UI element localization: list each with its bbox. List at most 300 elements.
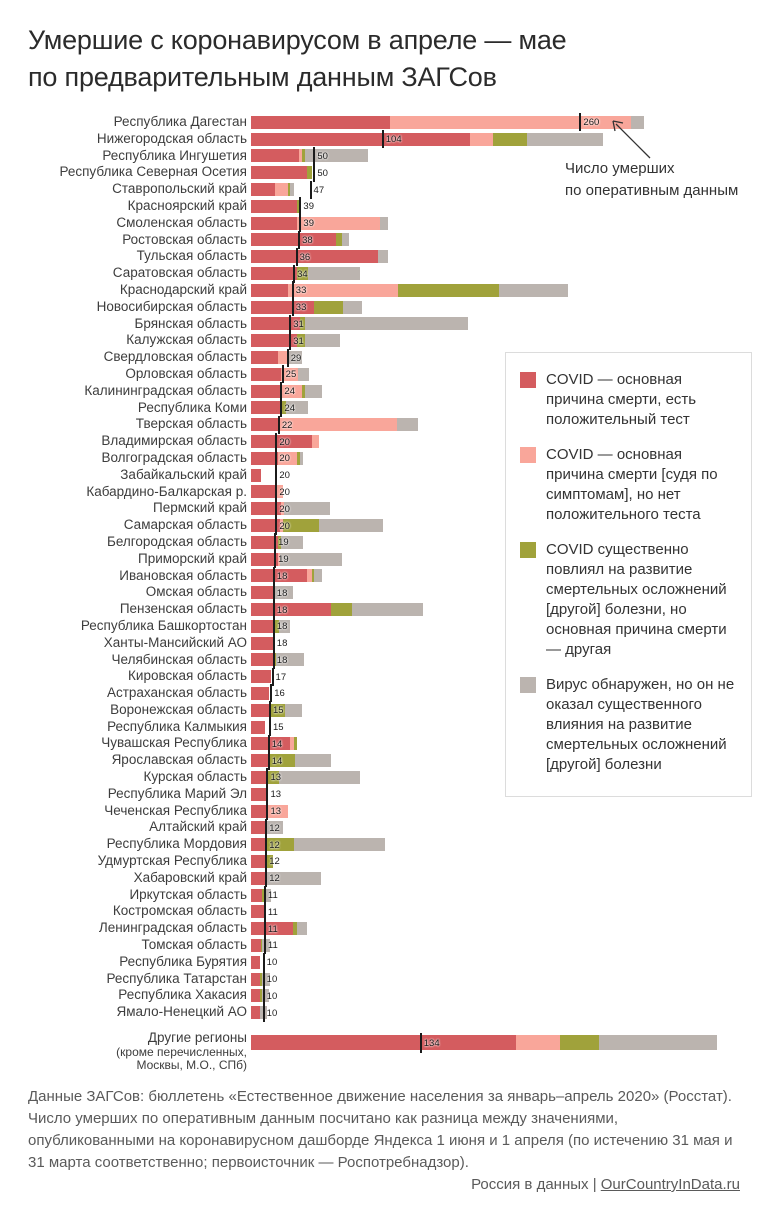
region-label: Республика Марий Эл bbox=[107, 785, 247, 801]
operational-value: 39 bbox=[303, 218, 314, 230]
bar-segment-red bbox=[251, 653, 274, 666]
operational-value: 11 bbox=[267, 940, 278, 952]
bar-segment-red bbox=[251, 771, 267, 784]
operational-tick bbox=[272, 668, 274, 686]
operational-value: 36 bbox=[299, 251, 311, 263]
bar-segment-red bbox=[251, 183, 275, 196]
operational-value: 34 bbox=[297, 268, 308, 280]
bar-segment-olive bbox=[398, 284, 499, 297]
operational-value: 14 bbox=[271, 738, 283, 750]
bar bbox=[251, 334, 768, 347]
operational-value: 18 bbox=[276, 638, 288, 650]
bar bbox=[251, 805, 768, 818]
operational-tick bbox=[268, 752, 270, 770]
bar-segment-gray bbox=[305, 334, 339, 347]
bar-segment-red bbox=[251, 956, 260, 969]
region-label: Республика Хакасия bbox=[118, 987, 247, 1003]
region-label: Тверская область bbox=[135, 416, 247, 432]
region-label: Брянская область bbox=[134, 315, 247, 331]
bar-segment-pink bbox=[275, 183, 288, 196]
bar-segment-red bbox=[251, 603, 331, 616]
operational-tick bbox=[265, 852, 267, 870]
operational-value: 18 bbox=[276, 587, 288, 599]
bar-segment-red bbox=[251, 687, 269, 700]
operational-value: 104 bbox=[385, 134, 402, 146]
operational-tick bbox=[269, 718, 271, 736]
bar-segment-red bbox=[251, 1035, 516, 1050]
operational-value: 13 bbox=[270, 806, 282, 818]
bar-segment-olive bbox=[560, 1035, 599, 1050]
bar-segment-red bbox=[251, 973, 260, 986]
bar-segment-gray bbox=[280, 553, 342, 566]
operational-tick bbox=[280, 382, 282, 400]
operational-tick bbox=[299, 197, 301, 215]
operational-value: 18 bbox=[276, 654, 288, 666]
bar-segment-red bbox=[251, 351, 278, 364]
bar bbox=[251, 838, 768, 851]
credit-link[interactable]: OurCountryInData.ru bbox=[600, 1176, 740, 1193]
bar-segment-red bbox=[251, 469, 261, 482]
chart-row bbox=[0, 316, 768, 333]
bar bbox=[251, 1006, 768, 1019]
operational-value: 12 bbox=[269, 873, 280, 885]
legend-item-gray bbox=[520, 675, 739, 775]
bar-segment-red bbox=[251, 821, 266, 834]
operational-tick bbox=[299, 214, 301, 232]
chart-row bbox=[0, 803, 768, 820]
bar-segment-red bbox=[251, 418, 278, 431]
bar-segment-gray bbox=[308, 267, 360, 280]
bar-segment-gray bbox=[378, 250, 388, 263]
region-label: Тульская область bbox=[136, 248, 247, 264]
chart-row bbox=[0, 853, 768, 870]
bar-segment-olive bbox=[314, 301, 343, 314]
bar-segment-red bbox=[251, 250, 378, 263]
chart-row bbox=[0, 282, 768, 299]
operational-tick bbox=[275, 466, 277, 484]
region-label: Чувашская Республика bbox=[101, 735, 247, 751]
operational-value: 38 bbox=[302, 234, 313, 246]
operational-tick bbox=[275, 517, 277, 535]
region-label: Иркутская область bbox=[129, 886, 247, 902]
bar-segment-red bbox=[251, 939, 261, 952]
operational-tick bbox=[263, 1004, 265, 1022]
bar-segment-olive bbox=[493, 133, 527, 146]
region-label: Краснодарский край bbox=[119, 281, 247, 297]
operational-value: 10 bbox=[266, 990, 278, 1002]
operational-value: 18 bbox=[276, 604, 288, 616]
region-label: Омская область bbox=[145, 584, 247, 600]
region-label: Белгородская область bbox=[106, 533, 247, 549]
region-label: Курская область bbox=[143, 769, 247, 785]
chart-title bbox=[28, 22, 567, 96]
bar bbox=[251, 855, 768, 868]
bar-segment-pink bbox=[470, 133, 493, 146]
bar-segment-gray bbox=[295, 754, 330, 767]
operational-tick bbox=[278, 416, 280, 434]
operational-tick bbox=[265, 819, 267, 837]
bar-segment-gray bbox=[343, 301, 362, 314]
bar-segment-red bbox=[251, 586, 274, 599]
chart-row bbox=[0, 248, 768, 265]
region-label: Удмуртская Республика bbox=[97, 853, 247, 869]
region-label: Ямало-Ненецкий АО bbox=[116, 1004, 247, 1020]
operational-tick bbox=[273, 651, 275, 669]
operational-tick bbox=[266, 785, 268, 803]
operational-value: 20 bbox=[279, 520, 290, 532]
region-label: Челябинская область bbox=[111, 651, 247, 667]
bar-segment-red bbox=[251, 737, 290, 750]
credit-line bbox=[471, 1176, 740, 1193]
operational-value: 31 bbox=[293, 335, 304, 347]
region-label: Ивановская область bbox=[119, 567, 247, 583]
operational-value: 260 bbox=[583, 117, 600, 129]
bar-segment-pink bbox=[312, 435, 320, 448]
bar-segment-gray bbox=[319, 519, 382, 532]
region-label: Воронежская область bbox=[110, 701, 247, 717]
footer-note: Данные ЗАГСов: бюллетень «Естественное движение населения за январь–апрель 2020» (Росстат). Число умерших по оперативным данным посчитано как разница между значениями, опубликованными на коронавирусном дашборде Яндекса 1 июня и 1 апреля (по истечению 31 мая и 31 марта соответственно; первоисточник — Роспотребнадзор). bbox=[28, 1088, 733, 1171]
chart-title-line2: по предварительным данным ЗАГСов bbox=[28, 62, 497, 92]
operational-tick bbox=[275, 483, 277, 501]
bar-segment-red bbox=[251, 116, 390, 129]
region-label: Ленинградская область bbox=[98, 920, 247, 936]
bar-segment-red bbox=[251, 905, 265, 918]
region-label: Республика Дагестан bbox=[113, 114, 247, 129]
operational-tick bbox=[293, 265, 295, 283]
chart-row bbox=[0, 920, 768, 937]
region-label-other: Другие регионы (кроме перечисленных, Москвы, М.О., СПб) bbox=[116, 1030, 247, 1072]
operational-value: 15 bbox=[273, 722, 284, 734]
bar-segment-gray bbox=[305, 385, 321, 398]
bar-segment-red bbox=[251, 704, 269, 717]
chart-row bbox=[0, 332, 768, 349]
legend-item-pink bbox=[520, 445, 739, 525]
operational-tick bbox=[269, 701, 271, 719]
region-label: Республика Коми bbox=[137, 399, 247, 415]
operational-value: 13 bbox=[270, 772, 282, 784]
bar-segment-gray bbox=[285, 704, 301, 717]
operational-tick bbox=[298, 231, 300, 249]
operational-tick bbox=[265, 836, 267, 854]
region-label: Республика Башкортостан bbox=[80, 617, 247, 633]
bar-segment-gray bbox=[599, 1035, 717, 1050]
bar-segment-red bbox=[251, 452, 278, 465]
operational-tick bbox=[292, 298, 294, 316]
bar-segment-red bbox=[251, 838, 266, 851]
bar-segment-gray bbox=[297, 922, 307, 935]
operational-tick bbox=[274, 550, 276, 568]
bar bbox=[251, 956, 768, 969]
bar-segment-gray bbox=[397, 418, 419, 431]
operational-value: 11 bbox=[267, 906, 278, 918]
operational-tick bbox=[313, 164, 315, 182]
bar-segment-red bbox=[251, 670, 271, 683]
bar-segment-olive bbox=[294, 737, 297, 750]
region-label: Приморский край bbox=[137, 550, 247, 566]
chart-row bbox=[0, 836, 768, 853]
bar-segment-red bbox=[251, 233, 336, 246]
bar-segment-gray bbox=[499, 284, 567, 297]
bar-segment-gray bbox=[380, 217, 388, 230]
bar-segment-red bbox=[251, 805, 267, 818]
bar-segment-red bbox=[251, 889, 262, 902]
chart-row bbox=[0, 870, 768, 887]
region-label: Чеченская Республика bbox=[104, 802, 247, 818]
bar-segment-red bbox=[251, 872, 266, 885]
bar-segment-red bbox=[251, 133, 470, 146]
region-label: Новосибирская область bbox=[96, 298, 247, 314]
operational-value: 47 bbox=[313, 184, 325, 196]
region-label: Пермский край bbox=[153, 500, 247, 516]
region-label: Красноярский край bbox=[127, 197, 247, 213]
operational-tick bbox=[263, 970, 265, 988]
operational-value: 10 bbox=[266, 974, 278, 986]
region-label: Республика Калмыкия bbox=[107, 718, 247, 734]
operational-tick bbox=[264, 920, 266, 938]
operational-value: 24 bbox=[284, 402, 295, 414]
bar-segment-red bbox=[251, 637, 275, 650]
chart-row bbox=[0, 887, 768, 904]
chart-row bbox=[0, 987, 768, 1004]
bar bbox=[251, 973, 768, 986]
operational-value: 31 bbox=[293, 318, 304, 330]
chart-row bbox=[0, 819, 768, 836]
region-label: Республика Бурятия bbox=[119, 953, 247, 969]
operational-value: 11 bbox=[267, 890, 278, 902]
bar-segment-red bbox=[251, 1006, 260, 1019]
region-label: Свердловская область bbox=[103, 349, 247, 365]
operational-tick bbox=[382, 130, 384, 148]
operational-value: 24 bbox=[284, 386, 295, 398]
bar-segment-red bbox=[251, 368, 281, 381]
operational-tick bbox=[263, 987, 265, 1005]
operational-tick bbox=[268, 735, 270, 753]
bar-segment-red bbox=[251, 401, 281, 414]
chart-row bbox=[0, 954, 768, 971]
legend-label: COVID — основная причина смерти, есть положительный тест bbox=[546, 371, 697, 428]
bar-segment-gray bbox=[527, 133, 603, 146]
bar-segment-red bbox=[251, 217, 297, 230]
bar-segment-red bbox=[251, 284, 288, 297]
bar bbox=[251, 922, 768, 935]
bar bbox=[251, 233, 768, 246]
bar-segment-red bbox=[251, 166, 307, 179]
bar-segment-red bbox=[251, 485, 275, 498]
chart-row-other bbox=[0, 1030, 768, 1072]
operational-value: 29 bbox=[290, 352, 302, 364]
operational-value: 20 bbox=[279, 486, 290, 498]
chart-row bbox=[0, 265, 768, 282]
bar-segment-red bbox=[251, 721, 265, 734]
bar-segment-pink bbox=[516, 1035, 560, 1050]
operational-tick bbox=[292, 281, 294, 299]
region-label: Самарская область bbox=[123, 517, 247, 533]
operational-value: 33 bbox=[295, 285, 307, 297]
bar bbox=[251, 267, 768, 280]
bar bbox=[251, 317, 768, 330]
legend-label: COVID существенно повлиял на развитие смертельных осложнений [другой] болезни, но основная причина смерти — другая bbox=[546, 541, 727, 658]
region-label: Республика Северная Осетия bbox=[59, 164, 247, 180]
chart-title-line1: Умершие с коронавирусом в апреле — мае bbox=[28, 25, 567, 55]
operational-value: 18 bbox=[276, 570, 288, 582]
chart-row bbox=[0, 971, 768, 988]
credit-prefix: Россия в данных bbox=[471, 1176, 589, 1193]
bar bbox=[251, 821, 768, 834]
operational-tick bbox=[310, 181, 312, 199]
bar bbox=[251, 217, 768, 230]
bar-segment-gray bbox=[279, 771, 360, 784]
bar-segment-red bbox=[251, 200, 297, 213]
region-label: Республика Ингушетия bbox=[102, 147, 247, 163]
legend-label: COVID — основная причина смерти [судя по симптомам], но нет положительного теста bbox=[546, 446, 718, 523]
operational-value: 19 bbox=[278, 537, 289, 549]
operational-tick bbox=[275, 449, 277, 467]
operational-tick bbox=[313, 147, 315, 165]
operational-tick bbox=[282, 365, 284, 383]
operational-value: 22 bbox=[281, 419, 293, 431]
region-label: Калининградская область bbox=[84, 382, 247, 398]
operational-value: 12 bbox=[269, 822, 280, 834]
region-label: Забайкальский край bbox=[120, 466, 247, 482]
bar bbox=[251, 301, 768, 314]
operational-tick bbox=[579, 113, 581, 131]
legend-item-olive bbox=[520, 540, 739, 660]
bar-segment-gray bbox=[298, 368, 309, 381]
operational-value: 12 bbox=[269, 839, 280, 851]
chart-row bbox=[0, 903, 768, 920]
operational-tick bbox=[280, 399, 282, 417]
region-label: Алтайский край bbox=[149, 819, 247, 835]
region-label: Республика Татарстан bbox=[106, 970, 247, 986]
operational-value: 20 bbox=[279, 436, 290, 448]
bar bbox=[251, 133, 768, 146]
region-label: Республика Мордовия bbox=[106, 836, 247, 852]
bar bbox=[251, 284, 768, 297]
bar-segment-olive bbox=[331, 603, 353, 616]
operational-tick bbox=[275, 500, 277, 518]
operational-value: 39 bbox=[303, 201, 314, 213]
bar-segment-red bbox=[251, 989, 260, 1002]
bar bbox=[251, 116, 768, 129]
region-label: Ставропольский край bbox=[112, 181, 247, 197]
bar bbox=[251, 250, 768, 263]
operational-tick bbox=[266, 768, 268, 786]
operational-value: 16 bbox=[274, 688, 285, 700]
region-label: Кабардино-Балкарская р. bbox=[86, 483, 247, 499]
operational-value: 14 bbox=[271, 755, 283, 767]
operational-tick bbox=[296, 248, 298, 266]
legend bbox=[505, 352, 752, 797]
bar-segment-gray bbox=[290, 183, 294, 196]
operational-value: 19 bbox=[278, 554, 289, 566]
region-label: Хабаровский край bbox=[133, 869, 247, 885]
bar-segment-red bbox=[251, 754, 269, 767]
operational-value: 33 bbox=[295, 302, 307, 314]
bar-segment-red bbox=[251, 788, 266, 801]
bar-other bbox=[251, 1035, 768, 1050]
region-label: Калужская область bbox=[126, 332, 247, 348]
operational-tick bbox=[273, 584, 275, 602]
operational-tick bbox=[420, 1033, 422, 1053]
operational-tick bbox=[289, 332, 291, 350]
region-label: Томская область bbox=[141, 937, 247, 953]
bar-segment-gray bbox=[352, 603, 423, 616]
legend-swatch-pink bbox=[520, 447, 536, 463]
bar-segment-gray bbox=[300, 452, 303, 465]
bar bbox=[251, 872, 768, 885]
operational-value: 20 bbox=[279, 503, 290, 515]
operational-tick bbox=[264, 903, 266, 921]
region-label: Смоленская область bbox=[116, 214, 247, 230]
region-label: Волгоградская область bbox=[101, 449, 247, 465]
operational-tick bbox=[265, 869, 267, 887]
region-label: Астраханская область bbox=[106, 685, 247, 701]
bar-segment-gray bbox=[284, 502, 330, 515]
region-label: Ярославская область bbox=[111, 752, 247, 768]
credit-separator: | bbox=[592, 1176, 597, 1193]
operational-value: 18 bbox=[276, 621, 288, 633]
operational-value: 10 bbox=[266, 1007, 278, 1019]
bar-segment-gray bbox=[314, 569, 322, 582]
chart-row bbox=[0, 299, 768, 316]
operational-tick bbox=[273, 617, 275, 635]
chart-row bbox=[0, 1004, 768, 1021]
operational-value: 25 bbox=[285, 369, 297, 381]
operational-tick bbox=[264, 936, 266, 954]
legend-swatch-olive bbox=[520, 542, 536, 558]
operational-value: 15 bbox=[273, 705, 284, 717]
region-label: Костромская область bbox=[112, 903, 247, 919]
bar-segment-gray bbox=[294, 838, 385, 851]
region-label: Ростовская область bbox=[122, 231, 247, 247]
region-label: Кировская область bbox=[128, 668, 247, 684]
region-label: Саратовская область bbox=[112, 265, 247, 281]
operational-tick bbox=[263, 953, 265, 971]
bar bbox=[251, 889, 768, 902]
operational-value: 20 bbox=[279, 453, 290, 465]
operational-tick bbox=[273, 567, 275, 585]
bar bbox=[251, 939, 768, 952]
region-label: Ханты-Мансийский АО bbox=[103, 634, 247, 650]
bar-segment-pink bbox=[278, 418, 397, 431]
operational-value: 50 bbox=[317, 150, 328, 162]
operational-value: 20 bbox=[279, 470, 290, 482]
region-label: Владимирская область bbox=[101, 433, 247, 449]
operational-tick bbox=[287, 349, 289, 367]
legend-item-red bbox=[520, 370, 739, 430]
bar-segment-gray bbox=[305, 317, 467, 330]
operational-value: 17 bbox=[275, 671, 287, 683]
operational-tick bbox=[275, 433, 277, 451]
operational-value: 12 bbox=[269, 856, 280, 868]
bar bbox=[251, 905, 768, 918]
region-label: Пензенская область bbox=[119, 601, 247, 617]
operational-tick bbox=[266, 802, 268, 820]
chart-row bbox=[0, 215, 768, 232]
bar-segment-gray bbox=[342, 233, 348, 246]
bar-segment-red bbox=[251, 620, 274, 633]
operational-value: 13 bbox=[270, 789, 282, 801]
chart-row bbox=[0, 232, 768, 249]
bar-segment-red bbox=[251, 149, 299, 162]
region-label: Нижегородская область bbox=[96, 130, 247, 146]
operational-tick bbox=[264, 886, 266, 904]
bar-segment-olive bbox=[307, 166, 312, 179]
region-label: Орловская область bbox=[125, 365, 247, 381]
operational-tick bbox=[270, 684, 272, 702]
bar-segment-red bbox=[251, 267, 297, 280]
legend-swatch-red bbox=[520, 372, 536, 388]
